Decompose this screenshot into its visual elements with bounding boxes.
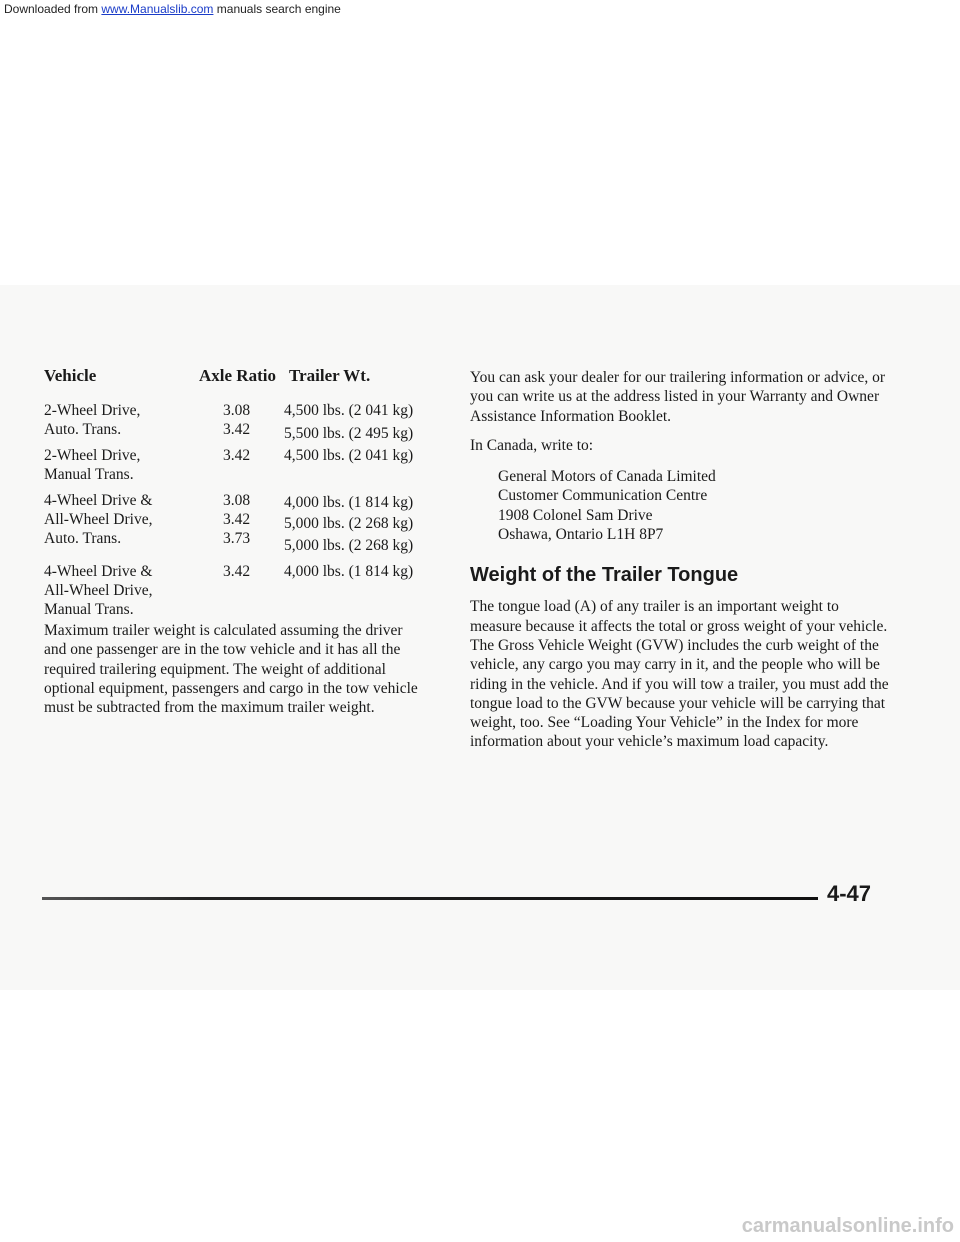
right-column	[470, 368, 890, 752]
vehicle-cell: 2-Wheel Drive, Manual Trans.	[44, 447, 141, 483]
vehicle-cell: 4-Wheel Drive & All-Wheel Drive, Auto. Trans.	[44, 492, 153, 547]
canada-paragraph: In Canada, write to:	[470, 436, 594, 454]
table-header	[44, 366, 444, 390]
canada-address	[498, 467, 890, 544]
manualslib-link[interactable]: www.Manualslib.com	[101, 2, 214, 16]
page-number: 4-47	[827, 881, 872, 906]
header-vehicle: Vehicle	[44, 366, 97, 385]
table-row	[44, 562, 444, 622]
watermark: carmanualsonline.info	[741, 1215, 954, 1237]
dealer-info-paragraph: You can ask your dealer for our trailering information or advice, or you can write us at the address listed in your Warranty and Owner Assistance Information Booklet.	[470, 369, 886, 425]
vehicle-cell: 2-Wheel Drive, Auto. Trans.	[44, 402, 141, 438]
trailer-weight-cell: 4,500 lbs. (2 041 kg)	[284, 447, 414, 464]
trailer-weight-cell: 4,000 lbs. (1 814 kg)	[284, 563, 414, 580]
axle-ratio-cell: 3.08 3.42	[223, 402, 251, 438]
header-trailer-wt: Trailer Wt.	[289, 366, 371, 385]
address-line: Customer Communication Centre	[498, 487, 708, 505]
max-trailer-weight-note: Maximum trailer weight is calculated assuming the driver and one passenger are in the tow vehicle and it has all the required trailering equipment. The weight of additional optional equipment, passengers and cargo in the tow vehicle must be subtracted from the maximum trailer weight.	[44, 622, 418, 717]
table-row	[44, 401, 444, 442]
axle-ratio-cell: 3.42	[223, 563, 251, 580]
header-axle-ratio: Axle Ratio	[199, 366, 276, 385]
trailer-weight-cell: 4,500 lbs. (2 041 kg) 5,500 lbs. (2 495 kg)	[284, 402, 414, 442]
axle-ratio-cell: 3.42	[223, 447, 251, 464]
table-row	[44, 446, 444, 484]
trailer-weight-table	[44, 366, 444, 622]
download-banner	[4, 2, 341, 16]
table-row	[44, 491, 444, 555]
trailer-weight-cell: 4,000 lbs. (1 814 kg) 5,000 lbs. (2 268 kg) 5,000 lbs. (2 268 kg)	[284, 494, 414, 554]
vehicle-cell: 4-Wheel Drive & All-Wheel Drive, Manual Trans.	[44, 563, 153, 618]
address-line: 1908 Colonel Sam Drive	[498, 506, 653, 524]
axle-ratio-cell: 3.08 3.42 3.73	[223, 492, 251, 547]
footer-rule	[42, 897, 818, 900]
download-suffix: manuals search engine	[213, 2, 341, 16]
tongue-load-paragraph: The tongue load (A) of any trailer is an important weight to measure because it affects the total or gross weight of your vehicle. The Gross Vehicle Weight (GVW) includes the curb weight of the vehicle, any cargo you may carry in it, and the people who will be riding in the vehicle. And if you will tow a trailer, you must add the tongue load to the GVW because your vehicle will be carrying that weight, too. See “Loading Your Vehicle” in the Index for more information about your vehicle’s maximum load capacity.	[470, 598, 889, 751]
address-line: Oshawa, Ontario L1H 8P7	[498, 526, 664, 544]
section-heading: Weight of the Trailer Tongue	[470, 564, 739, 587]
address-line: General Motors of Canada Limited	[498, 468, 716, 486]
download-prefix: Downloaded from	[4, 2, 102, 16]
